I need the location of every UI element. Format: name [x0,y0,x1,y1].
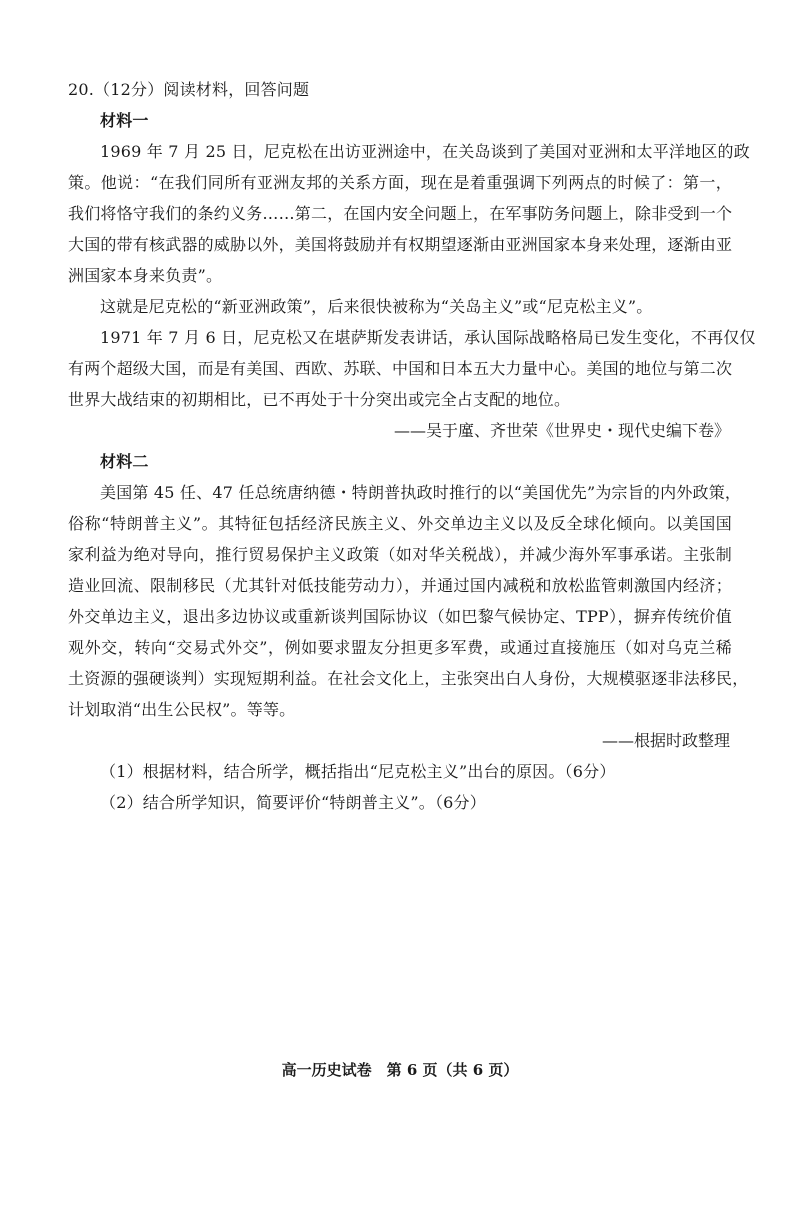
material1-line: 策。他说：“在我们同所有亚洲友邦的关系方面，现在是着重强调下列两点的时候了：第一， [68,173,732,192]
page-footer: 高一历史试卷 第 6 页（共 6 页） [281,1061,519,1079]
material2-line: 造业回流、限制移民（尤其针对低技能劳动力），并通过国内减税和放松监管刺激国内经济； [68,576,732,595]
material1-line: 洲国家本身来负责”。 [68,266,223,285]
material1-line: 1971 年 7 月 6 日，尼克松又在堪萨斯发表讲话，承认国际战略格局已发生变化，不再仅仅 [100,328,756,347]
material2-title: 材料二 [100,452,149,471]
material1-line: 我们将恪守我们的条约义务……第二，在国内安全问题上，在军事防务问题上，除非受到一个 [68,204,733,223]
question-header: 20.（12分）阅读材料，回答问题 [68,80,310,99]
material1-line: 这就是尼克松的“新亚洲政策”，后来很快被称为“关岛主义”或“尼克松主义”。 [100,297,653,316]
material2-line: 俗称“特朗普主义”。其特征包括经济民族主义、外交单边主义以及反全球化倾向。以美国国 [68,514,732,533]
material1-line: 1969 年 7 月 25 日，尼克松在出访亚洲途中，在关岛谈到了美国对亚洲和太平洋地区的政 [100,142,750,161]
material2-line: 观外交，转向“交易式外交”，例如要求盟友分担更多军费，或通过直接施压（如对乌克兰稀 [68,638,732,657]
material2-line: 外交单边主义，退出多边协议或重新谈判国际协议（如巴黎气候协定、TPP），摒弃传统价值 [68,607,732,626]
material2-line: 美国第 45 任、47 任总统唐纳德・特朗普执政时推行的以“美国优先”为宗旨的内外政策， [100,483,742,502]
sub-question-2: （2）结合所学知识，简要评价“特朗普主义”。（6分） [100,793,486,812]
material1-line: 有两个超级大国，而是有美国、西欧、苏联、中国和日本五大力量中心。美国的地位与第二次 [68,359,733,378]
material2-line: 土资源的强硬谈判）实现短期利益。在社会文化上，主张突出白人身份，大规模驱逐非法移民， [68,669,749,688]
material1-title: 材料一 [100,111,149,130]
material2-line: 家利益为绝对导向，推行贸易保护主义政策（如对华关税战），并减少海外军事承诺。主张制 [68,545,732,564]
material2-source: ——根据时政整理 [601,731,730,750]
material2-line: 计划取消“出生公民权”。等等。 [68,700,296,719]
material1-source: ——吴于廑、齐世荣《世界史・现代史编下卷》 [393,421,730,440]
sub-question-1: （1）根据材料，结合所学，概括指出“尼克松主义”出台的原因。（6分） [100,762,616,781]
material1-line: 大国的带有核武器的威胁以外，美国将鼓励并有权期望逐渐由亚洲国家本身来处理，逐渐由亚 [68,235,733,254]
material1-line: 世界大战结束的初期相比，已不再处于十分突出或完全占支配的地位。 [68,390,571,409]
